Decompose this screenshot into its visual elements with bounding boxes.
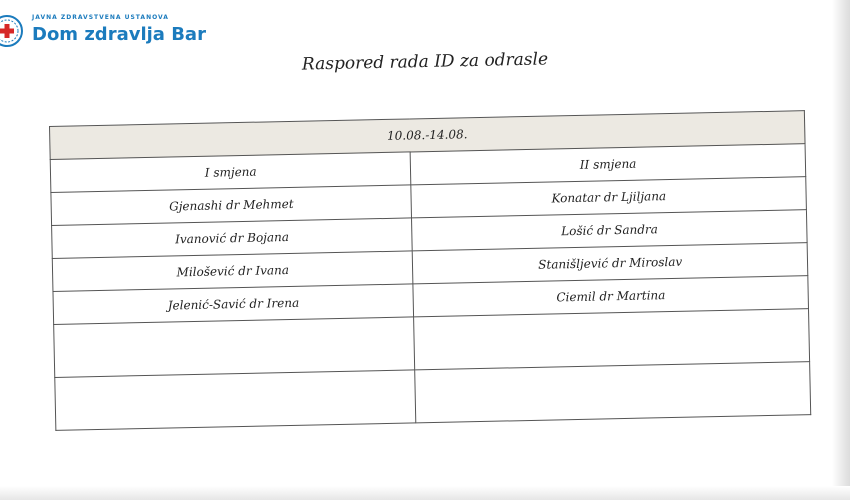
page-edge-shadow bbox=[0, 486, 850, 500]
empty-cell bbox=[415, 362, 811, 423]
logo bbox=[0, 10, 240, 54]
doctor-cell: Gjenashi dr Mehmet bbox=[51, 185, 412, 226]
empty-cell bbox=[55, 370, 416, 431]
schedule-table-wrapper bbox=[49, 110, 815, 431]
institution-name: Dom zdravlja Bar bbox=[32, 24, 206, 45]
period-cell: 10.08.-14.08. bbox=[50, 111, 806, 160]
doctor-cell: Lošić dr Sandra bbox=[412, 210, 807, 251]
shift-2-header: II smjena bbox=[411, 144, 806, 185]
doctor-cell: Ivanović dr Bojana bbox=[52, 218, 413, 259]
empty-cell bbox=[414, 309, 810, 370]
empty-cell bbox=[54, 317, 415, 378]
shift-1-header: I smjena bbox=[50, 152, 411, 193]
page-title: Raspored rada ID za odrasle bbox=[301, 49, 549, 75]
institution-label: JAVNA ZDRAVSTVENA USTANOVA bbox=[32, 14, 169, 21]
red-cross-emblem-icon bbox=[0, 14, 24, 48]
doctor-cell: Konatar dr Ljiljana bbox=[411, 177, 806, 218]
schedule-table bbox=[49, 110, 811, 431]
doctor-cell: Jelenić-Savić dr Irena bbox=[53, 284, 414, 325]
doctor-cell: Ciemil dr Martina bbox=[413, 276, 808, 317]
page-edge-shadow bbox=[832, 0, 850, 500]
doctor-cell: Milošević dr Ivana bbox=[52, 251, 413, 292]
doctor-cell: Stanišljević dr Miroslav bbox=[413, 243, 808, 284]
